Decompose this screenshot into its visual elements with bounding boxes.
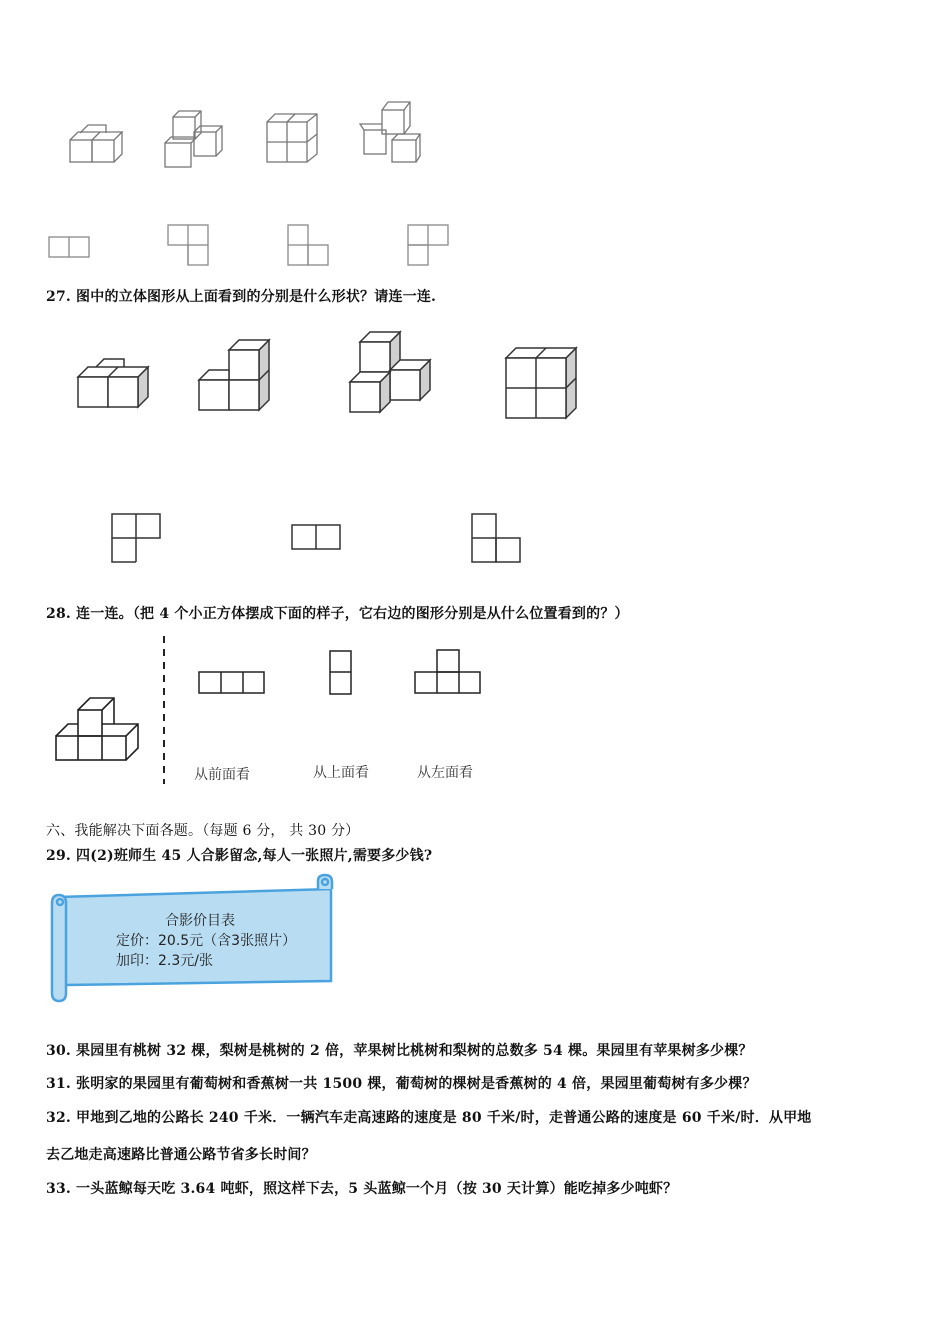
- q26-view-2: [167, 224, 211, 268]
- q27-solid-4: [504, 346, 580, 420]
- question-28: [46, 603, 629, 623]
- q27-view-3: [471, 513, 523, 565]
- q27-view-2: [291, 524, 343, 552]
- question-number: 28.: [46, 606, 71, 622]
- price-card-line-base: 定价：20.5元（含3张照片）: [116, 933, 297, 949]
- q26-view-1: [48, 236, 92, 258]
- question-number: 27.: [46, 289, 71, 305]
- question-31: [46, 1073, 757, 1093]
- question-number: 30.: [46, 1043, 71, 1059]
- q28-view-front: [198, 671, 266, 695]
- question-33: [46, 1178, 677, 1198]
- question-32-continued: 去乙地走高速路比普通公路节省多长时间？: [46, 1147, 316, 1163]
- question-number: 33.: [46, 1181, 71, 1197]
- q26-view-3: [287, 224, 331, 268]
- q28-view-left: [414, 649, 482, 695]
- label-front-view: 从前面看: [194, 767, 250, 783]
- question-text: 张明家的果园里有葡萄树和香蕉树一共 1500 棵，葡萄树的棵树是香蕉树的 4 倍，果园里葡萄树有多少棵？: [76, 1076, 757, 1092]
- q26-solid-2: [163, 107, 228, 169]
- question-text: 一头蓝鲸每天吃 3.64 吨虾，照这样下去，5 头蓝鲸一个月（按 30 天计算）能吃掉多少吨虾？: [76, 1181, 678, 1197]
- question-30: [46, 1040, 753, 1060]
- question-text-line-1: 甲地到乙地的公路长 240 千米．一辆汽车走高速路的速度是 80 千米/时，走普通公路的速度是 60 千米/时．从甲地: [76, 1110, 812, 1126]
- q26-view-4: [407, 224, 451, 268]
- q27-view-1: [111, 513, 163, 565]
- question-number: 32.: [46, 1110, 71, 1126]
- price-card-line-extra: 加印：2.3元/张: [116, 953, 213, 969]
- q26-solid-1: [68, 120, 128, 165]
- question-text: 四(2)班师生 45 人合影留念,每人一张照片,需要多少钱?: [76, 848, 433, 864]
- q26-solid-3: [265, 112, 321, 164]
- question-27: [46, 286, 436, 306]
- q26-solid-4: [358, 100, 424, 166]
- question-text: 果园里有桃树 32 棵，梨树是桃树的 2 倍，苹果树比桃树和梨树的总数多 54 棵。果园里有苹果树多少棵？: [76, 1043, 753, 1059]
- question-number: 29.: [46, 848, 71, 864]
- dashed-divider: [162, 636, 166, 784]
- question-text: 连一连。（把 4 个小正方体摆成下面的样子，它右边的图形分别是从什么位置看到的？）: [76, 606, 629, 622]
- q27-solid-1: [76, 354, 152, 410]
- question-32: [46, 1107, 812, 1127]
- q28-view-top: [329, 650, 353, 696]
- question-text: 图中的立体图形从上面看到的分别是什么形状？请连一连.: [76, 289, 437, 305]
- q27-solid-3: [348, 330, 434, 414]
- question-29: [46, 845, 432, 865]
- price-card-title: 合影价目表: [165, 913, 235, 929]
- q27-solid-2: [197, 338, 273, 412]
- label-left-view: 从左面看: [417, 765, 473, 781]
- q28-solid: [54, 695, 150, 765]
- question-number: 31.: [46, 1076, 71, 1092]
- label-top-view: 从上面看: [313, 765, 369, 781]
- section-6-heading: 六、我能解决下面各题。（每题 6 分， 共 30 分）: [46, 823, 360, 839]
